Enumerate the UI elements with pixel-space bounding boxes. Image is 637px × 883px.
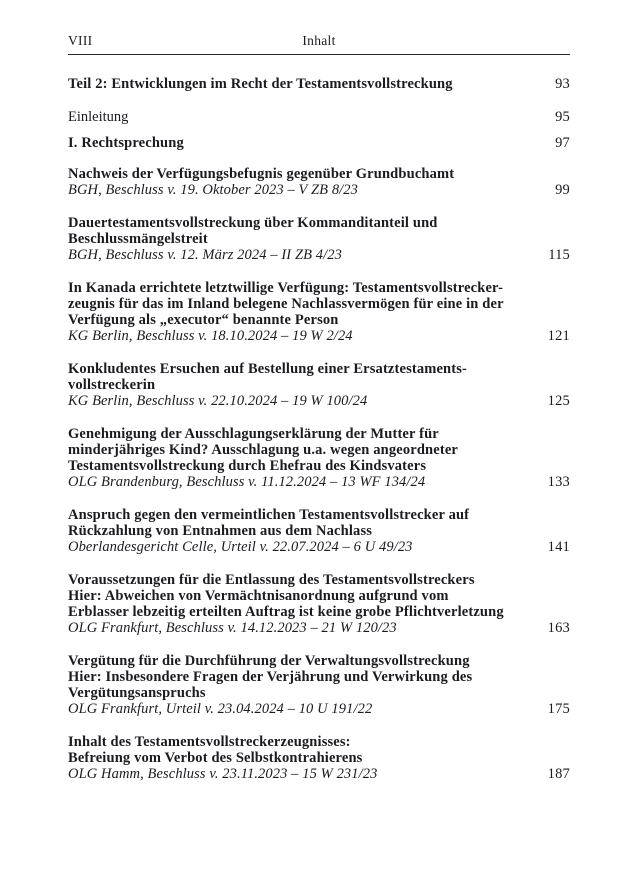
toc-section-heading <box>68 135 570 151</box>
toc-entry <box>68 507 570 555</box>
toc-entry <box>68 734 570 782</box>
toc-entry <box>68 280 570 344</box>
entry-citation: OLG Hamm, Beschluss v. 23.11.2023 – 15 W 231/23 <box>68 766 378 782</box>
entry-citation: OLG Brandenburg, Beschluss v. 11.12.2024 – 13 WF 134/24 <box>68 474 426 490</box>
page-number: 125 <box>547 393 570 409</box>
page-number: 95 <box>555 109 570 125</box>
entry-title-line: Genehmigung der Ausschlagungserklärung der Mutter für <box>68 426 439 442</box>
page-number: 99 <box>555 182 570 198</box>
page-number: 133 <box>547 474 570 490</box>
entry-citation: BGH, Beschluss v. 12. März 2024 – II ZB 4/23 <box>68 247 342 263</box>
toc-entry <box>68 361 570 409</box>
page-number: 121 <box>547 328 570 344</box>
entry-title-line: Anspruch gegen den vermeintlichen Testamentsvollstrecker auf <box>68 507 470 523</box>
entry-title-line: Voraussetzungen für die Entlassung des Testamentsvollstreckers <box>68 572 475 588</box>
entry-title-line: Testamentsvollstreckung durch Ehefrau des Kindsvaters <box>68 458 427 474</box>
entry-citation: OLG Frankfurt, Beschluss v. 14.12.2023 – 21 W 120/23 <box>68 620 397 636</box>
entry-title-line: Befreiung vom Verbot des Selbstkontrahierens <box>68 750 363 766</box>
entry-title-line: Dauertestamentsvollstreckung über Kommanditanteil und <box>68 215 438 231</box>
entry-title-line: Vergütungsanspruchs <box>68 685 206 701</box>
page-folio: VIII <box>68 33 93 48</box>
entry-title-line: minderjähriges Kind? Ausschlagung u.a. wegen angeordneter <box>68 442 459 458</box>
entry-title-line: Erblasser lebzeitig erteilten Auftrag ist keine grobe Pflichtverletzung <box>68 604 504 620</box>
entry-title-line: Rückzahlung von Entnahmen aus dem Nachlass <box>68 523 373 539</box>
entry-title-line: Vergütung für die Durchführung der Verwaltungsvollstreckung <box>68 653 470 669</box>
entry-title-line: Nachweis der Verfügungsbefugnis gegenüber Grundbuchamt <box>68 166 455 182</box>
page-number: 97 <box>555 135 570 151</box>
entry-citation: BGH, Beschluss v. 19. Oktober 2023 – V ZB 8/23 <box>68 182 359 198</box>
entry-title-line: Beschlussmängelstreit <box>68 231 208 247</box>
heading-title: Einleitung <box>68 109 129 125</box>
page-number: 141 <box>547 539 570 555</box>
toc-entry <box>68 215 570 263</box>
entry-title-line: In Kanada errichtete letztwillige Verfügung: Testamentsvollstrecker- <box>68 280 504 296</box>
entry-citation: KG Berlin, Beschluss v. 18.10.2024 – 19 W 2/24 <box>68 328 353 344</box>
section-heading-title: I. Rechtsprechung <box>68 135 184 151</box>
entry-title-line: vollstreckerin <box>68 377 156 393</box>
running-header <box>68 33 570 55</box>
page-number: 175 <box>547 701 570 717</box>
page-number: 115 <box>548 247 570 263</box>
part-heading-title: Teil 2: Entwicklungen im Recht der Testamentsvollstreckung <box>68 76 453 92</box>
entry-citation: KG Berlin, Beschluss v. 22.10.2024 – 19 W 100/24 <box>68 393 368 409</box>
toc-entry <box>68 572 570 636</box>
toc-entry <box>68 426 570 490</box>
toc-part-heading <box>68 76 570 92</box>
entry-citation: Oberlandesgericht Celle, Urteil v. 22.07.2024 – 6 U 49/23 <box>68 539 413 555</box>
toc-entry <box>68 653 570 717</box>
entry-citation: OLG Frankfurt, Urteil v. 23.04.2024 – 10 U 191/22 <box>68 701 373 717</box>
entry-title-line: zeugnis für das im Inland belegene Nachlassvermögen für eine in der <box>68 296 504 312</box>
page-number: 163 <box>547 620 570 636</box>
toc-entry <box>68 166 570 198</box>
running-title: Inhalt <box>302 33 336 48</box>
page-number: 93 <box>555 76 570 92</box>
entry-title-line: Konkludentes Ersuchen auf Bestellung einer Ersatztestaments- <box>68 361 468 377</box>
entry-title-line: Hier: Abweichen von Vermächtnisanordnung aufgrund vom <box>68 588 449 604</box>
entry-title-line: Verfügung als „executor“ benannte Person <box>68 312 339 328</box>
page-number: 187 <box>547 766 570 782</box>
table-of-contents <box>68 76 570 782</box>
toc-heading-einleitung <box>68 109 570 125</box>
entry-title-line: Hier: Insbesondere Fragen der Verjährung und Verwirkung des <box>68 669 473 685</box>
entry-title-line: Inhalt des Testamentsvollstreckerzeugnisses: <box>68 734 351 750</box>
